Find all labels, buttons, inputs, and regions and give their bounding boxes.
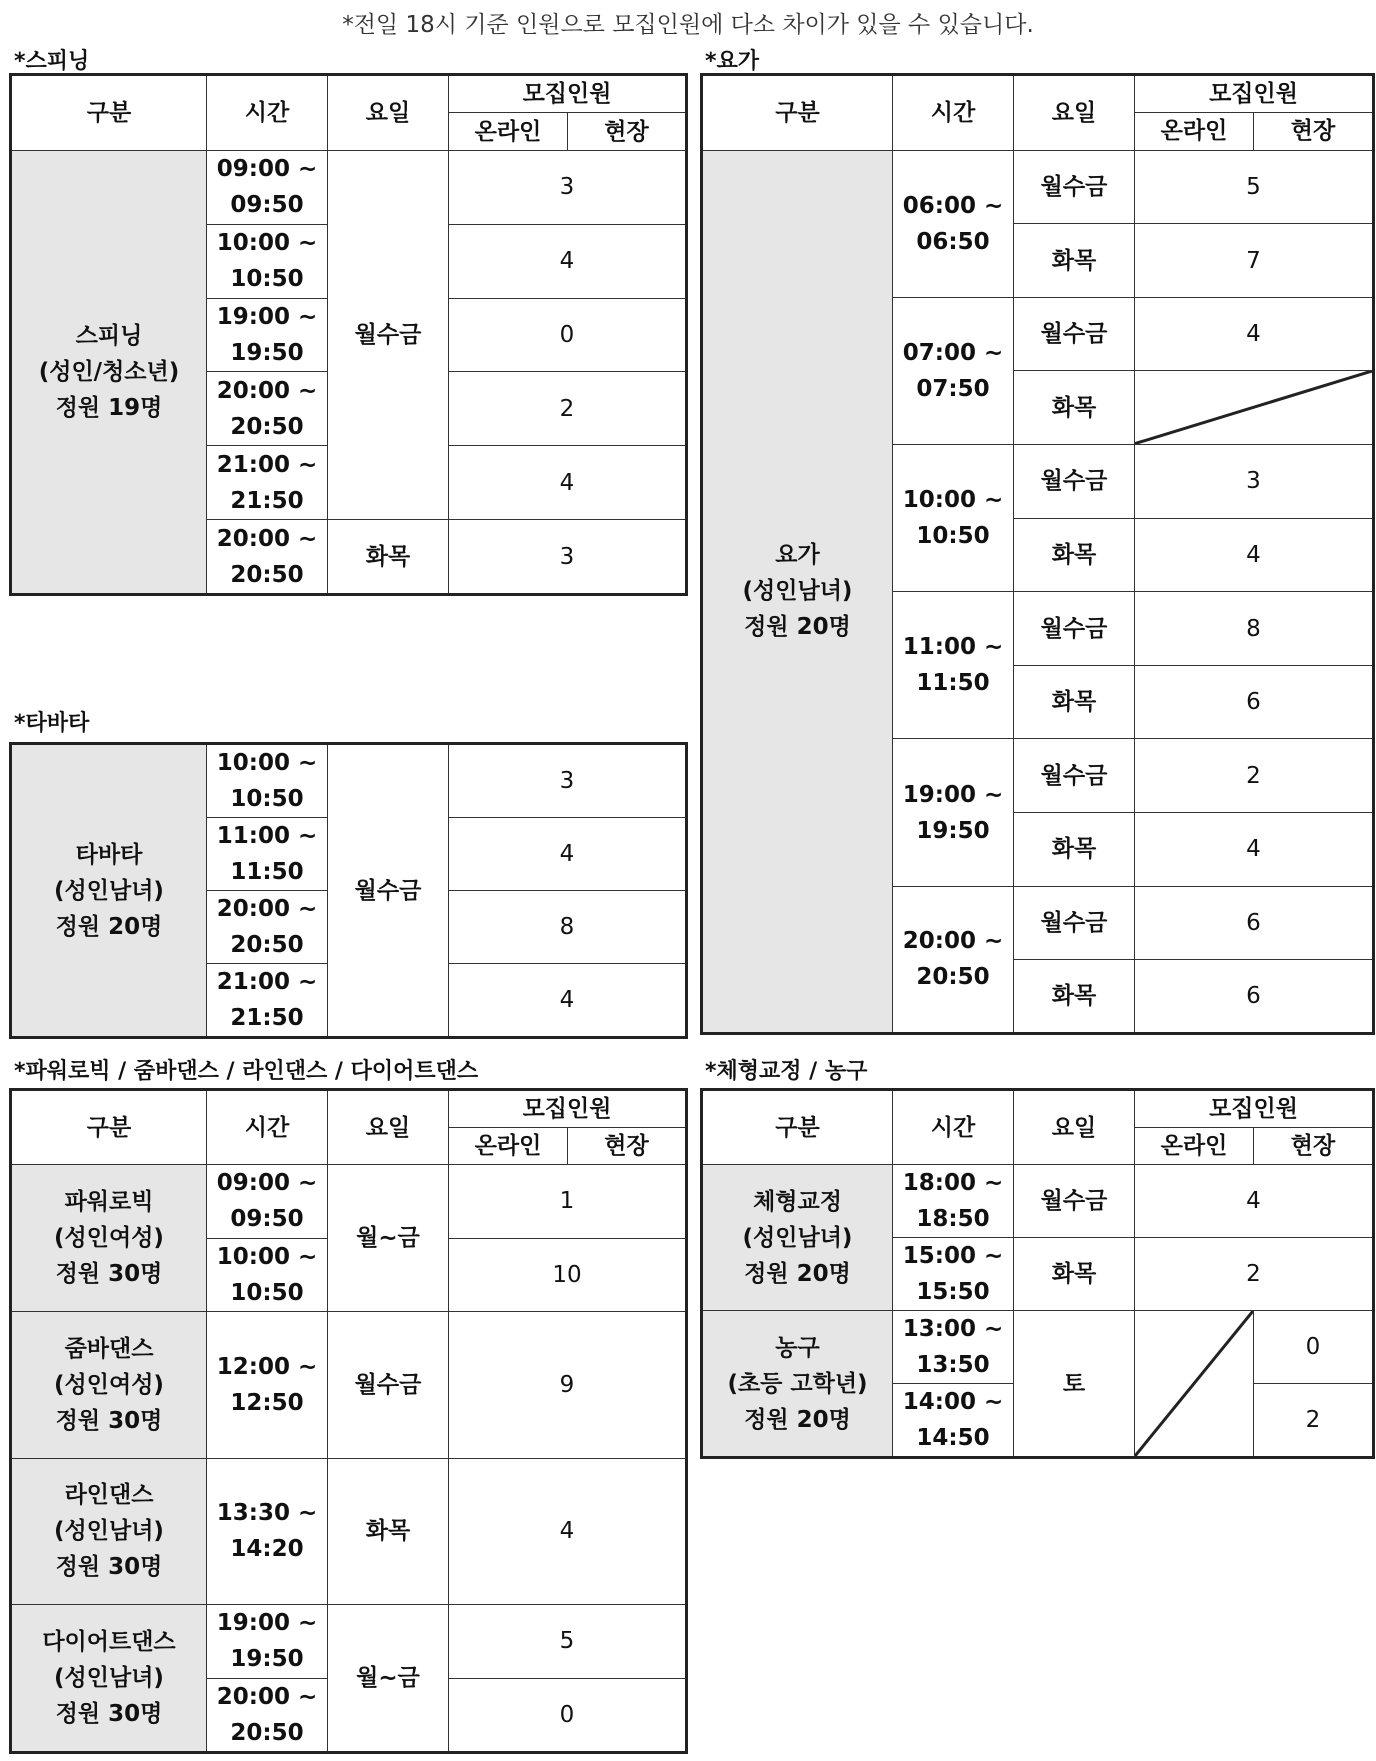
day-cell: 화목 xyxy=(1014,960,1135,1034)
count-cell: 2 xyxy=(449,372,687,446)
day-cell: 토 xyxy=(1014,1311,1135,1458)
count-cell: 5 xyxy=(1135,150,1374,224)
day-cell: 월수금 xyxy=(1014,1165,1135,1238)
category-cell xyxy=(11,1458,207,1605)
header-recruit: 모집인원 xyxy=(449,1090,687,1128)
time-start: 20:00 ~ xyxy=(216,1683,318,1710)
category-capacity: 정원 30명 xyxy=(55,1701,163,1728)
count-cell: 4 xyxy=(1135,1165,1374,1238)
time-start: 19:00 ~ xyxy=(902,781,1004,808)
category-name: 파워로빅 xyxy=(64,1189,154,1216)
count-cell: 2 xyxy=(1135,739,1374,813)
category-target: (성인여성) xyxy=(54,1225,164,1252)
time-cell xyxy=(207,891,328,964)
time-end: 20:50 xyxy=(230,1719,304,1746)
header-category: 구분 xyxy=(11,75,207,151)
time-start: 20:00 ~ xyxy=(216,896,318,922)
category-cell xyxy=(11,1605,207,1753)
time-cell xyxy=(207,1238,328,1311)
time-start: 13:00 ~ xyxy=(902,1316,1004,1342)
time-end: 11:50 xyxy=(230,859,304,885)
day-cell: 화목 xyxy=(1014,813,1135,887)
time-end: 09:50 xyxy=(230,192,304,219)
header-onsite: 현장 xyxy=(568,1128,687,1165)
header-onsite: 현장 xyxy=(568,113,687,150)
category-cell xyxy=(11,150,207,594)
time-cell xyxy=(893,297,1014,444)
category-capacity: 정원 30명 xyxy=(55,1554,163,1581)
day-cell: 월수금 xyxy=(328,1311,449,1458)
count-cell: 4 xyxy=(449,224,687,298)
day-cell: 월수금 xyxy=(1014,297,1135,371)
count-cell: 4 xyxy=(449,818,687,891)
time-start: 09:00 ~ xyxy=(216,156,318,183)
time-start: 10:00 ~ xyxy=(216,1243,318,1270)
header-online: 온라인 xyxy=(449,113,568,150)
category-target: (성인남녀) xyxy=(742,578,853,605)
category-target: (성인남녀) xyxy=(54,877,164,904)
time-end: 06:50 xyxy=(916,228,990,255)
time-start: 09:00 ~ xyxy=(216,1170,318,1197)
category-target: (성인남녀) xyxy=(742,1224,853,1251)
diagonal-slash-icon xyxy=(1135,371,1372,444)
section-title-dance: *파워로빅 / 줌바댄스 / 라인댄스 / 다이어트댄스 xyxy=(14,1059,479,1084)
time-end: 14:50 xyxy=(916,1425,990,1451)
day-cell: 월수금 xyxy=(1014,445,1135,519)
count-cell: 4 xyxy=(449,964,687,1038)
count-cell: 0 xyxy=(449,1678,687,1752)
section-title-yoga: *요가 xyxy=(705,49,760,74)
time-end: 14:20 xyxy=(230,1536,304,1563)
count-cell: 4 xyxy=(449,446,687,520)
time-end: 20:50 xyxy=(230,561,304,588)
header-category: 구분 xyxy=(11,1090,207,1165)
category-capacity: 정원 30명 xyxy=(55,1261,163,1288)
section-title-tabata: *타바타 xyxy=(14,711,90,736)
spinning-table xyxy=(9,73,688,596)
count-cell: 6 xyxy=(1135,665,1374,739)
header-onsite: 현장 xyxy=(1254,113,1374,150)
time-end: 07:50 xyxy=(916,375,990,402)
category-cell xyxy=(702,1165,893,1311)
header-day: 요일 xyxy=(328,75,449,151)
day-cell: 화목 xyxy=(1014,518,1135,592)
day-cell: 월수금 xyxy=(1014,150,1135,224)
time-end: 10:50 xyxy=(230,266,304,293)
category-name: 요가 xyxy=(775,542,820,569)
section-title-posture: *체형교정 / 농구 xyxy=(705,1059,868,1084)
day-cell: 화목 xyxy=(1014,224,1135,298)
time-cell xyxy=(207,298,328,372)
time-start: 20:00 ~ xyxy=(216,377,318,404)
time-end: 10:50 xyxy=(916,523,990,550)
category-cell xyxy=(11,1311,207,1458)
count-cell: 0 xyxy=(449,298,687,372)
time-start: 07:00 ~ xyxy=(902,339,1004,366)
count-cell: 3 xyxy=(1135,445,1374,519)
day-cell: 월수금 xyxy=(1014,886,1135,960)
count-cell: 1 xyxy=(449,1165,687,1238)
time-cell xyxy=(893,445,1014,592)
time-cell xyxy=(207,224,328,298)
time-end: 18:50 xyxy=(916,1206,990,1232)
header-onsite: 현장 xyxy=(1254,1128,1374,1165)
category-capacity: 정원 20명 xyxy=(744,1406,851,1433)
time-start: 13:30 ~ xyxy=(216,1500,318,1527)
count-cell: 2 xyxy=(1135,1238,1374,1311)
header-recruit: 모집인원 xyxy=(1135,75,1374,113)
day-cell: 화목 xyxy=(328,520,449,595)
header-time: 시간 xyxy=(893,1090,1014,1165)
time-cell xyxy=(207,818,328,891)
header-time: 시간 xyxy=(207,1090,328,1165)
time-end: 19:50 xyxy=(230,1646,304,1673)
header-day: 요일 xyxy=(1014,1090,1135,1165)
dance-table xyxy=(9,1088,688,1754)
time-start: 21:00 ~ xyxy=(216,969,318,995)
category-name: 타바타 xyxy=(75,841,143,868)
time-start: 10:00 ~ xyxy=(216,230,318,257)
category-cell xyxy=(702,150,893,1033)
category-capacity: 정원 20명 xyxy=(55,913,163,940)
category-target: (성인남녀) xyxy=(54,1518,164,1545)
header-day: 요일 xyxy=(1014,75,1135,151)
time-cell xyxy=(207,446,328,520)
time-cell xyxy=(893,1311,1014,1384)
day-cell: 화목 xyxy=(328,1458,449,1605)
time-end: 19:50 xyxy=(230,339,304,366)
category-name: 라인댄스 xyxy=(64,1482,154,1509)
header-day: 요일 xyxy=(328,1090,449,1165)
header-online: 온라인 xyxy=(449,1128,568,1165)
time-start: 18:00 ~ xyxy=(902,1170,1004,1196)
time-cell xyxy=(207,372,328,446)
time-start: 10:00 ~ xyxy=(902,487,1004,514)
time-cell xyxy=(207,964,328,1038)
tabata-table xyxy=(9,742,688,1039)
time-end: 20:50 xyxy=(916,964,990,991)
time-cell xyxy=(893,1384,1014,1458)
count-cell: 8 xyxy=(449,891,687,964)
day-cell: 화목 xyxy=(1014,665,1135,739)
time-start: 20:00 ~ xyxy=(902,928,1004,955)
time-cell xyxy=(207,150,328,224)
category-name: 농구 xyxy=(775,1334,820,1361)
day-cell: 월~금 xyxy=(328,1165,449,1312)
time-start: 12:00 ~ xyxy=(216,1353,318,1380)
time-end: 10:50 xyxy=(230,786,304,812)
time-end: 11:50 xyxy=(916,670,990,697)
count-cell: 8 xyxy=(1135,592,1374,666)
count-cell: 4 xyxy=(1135,813,1374,887)
time-start: 20:00 ~ xyxy=(216,525,318,552)
time-end: 15:50 xyxy=(916,1279,990,1305)
category-target: (초등 고학년) xyxy=(727,1370,868,1397)
category-cell xyxy=(11,744,207,1038)
notice-text: *전일 18시 기준 인원으로 모집인원에 다소 차이가 있을 수 있습니다. xyxy=(342,12,1034,38)
category-capacity: 정원 20명 xyxy=(744,1260,851,1287)
onsite-count-cell: 0 xyxy=(1254,1311,1374,1384)
posture-table xyxy=(700,1088,1375,1459)
day-cell: 월수금 xyxy=(1014,739,1135,813)
time-end: 19:50 xyxy=(916,817,990,844)
time-cell xyxy=(893,886,1014,1033)
category-name: 체형교정 xyxy=(753,1188,842,1215)
diagonal-slash-icon xyxy=(1135,1311,1253,1456)
online-not-offered-cell xyxy=(1135,1311,1254,1458)
time-end: 12:50 xyxy=(230,1389,304,1416)
time-start: 10:00 ~ xyxy=(216,750,318,776)
count-cell: 3 xyxy=(449,520,687,595)
day-cell: 화목 xyxy=(1014,371,1135,445)
count-cell: 4 xyxy=(449,1458,687,1605)
day-cell: 월수금 xyxy=(328,150,449,519)
count-cell: 10 xyxy=(449,1238,687,1311)
count-cell: 5 xyxy=(449,1605,687,1678)
count-cell: 4 xyxy=(1135,297,1374,371)
category-target: (성인/청소년) xyxy=(38,358,180,385)
time-end: 09:50 xyxy=(230,1206,304,1233)
category-capacity: 정원 20명 xyxy=(744,614,851,641)
header-online: 온라인 xyxy=(1135,1128,1254,1165)
time-cell xyxy=(207,1311,328,1458)
category-name: 다이어트댄스 xyxy=(42,1629,176,1656)
day-cell: 월수금 xyxy=(328,744,449,1038)
category-target: (성인남녀) xyxy=(54,1665,164,1692)
time-end: 10:50 xyxy=(230,1279,304,1306)
time-cell xyxy=(893,592,1014,739)
day-cell: 화목 xyxy=(1014,1238,1135,1311)
time-cell xyxy=(893,150,1014,297)
header-time: 시간 xyxy=(207,75,328,151)
count-cell: 3 xyxy=(449,744,687,818)
time-start: 11:00 ~ xyxy=(902,634,1004,661)
not-offered-cell xyxy=(1135,371,1374,445)
count-cell: 9 xyxy=(449,1311,687,1458)
time-cell xyxy=(207,1605,328,1678)
time-end: 20:50 xyxy=(230,932,304,958)
category-capacity: 정원 19명 xyxy=(55,394,163,421)
section-title-spinning: *스피닝 xyxy=(14,49,90,74)
category-target: (성인여성) xyxy=(54,1371,164,1398)
time-cell xyxy=(207,1678,328,1752)
time-cell xyxy=(207,744,328,818)
category-cell xyxy=(11,1165,207,1312)
onsite-count-cell: 2 xyxy=(1254,1384,1374,1458)
time-cell xyxy=(207,1165,328,1238)
category-cell xyxy=(702,1311,893,1458)
time-cell xyxy=(207,1458,328,1605)
time-cell xyxy=(893,739,1014,886)
time-start: 19:00 ~ xyxy=(216,1610,318,1637)
time-end: 13:50 xyxy=(916,1352,990,1378)
time-start: 15:00 ~ xyxy=(902,1243,1004,1269)
category-name: 줌바댄스 xyxy=(64,1335,154,1362)
time-cell xyxy=(207,520,328,595)
time-end: 21:50 xyxy=(230,1005,304,1031)
time-cell xyxy=(893,1165,1014,1238)
count-cell: 6 xyxy=(1135,886,1374,960)
time-cell xyxy=(893,1238,1014,1311)
header-category: 구분 xyxy=(702,75,893,151)
time-start: 21:00 ~ xyxy=(216,451,318,478)
count-cell: 6 xyxy=(1135,960,1374,1034)
header-time: 시간 xyxy=(893,75,1014,151)
time-end: 20:50 xyxy=(230,413,304,440)
header-recruit: 모집인원 xyxy=(1135,1090,1374,1128)
count-cell: 4 xyxy=(1135,518,1374,592)
header-online: 온라인 xyxy=(1135,113,1254,150)
category-name: 스피닝 xyxy=(75,322,143,349)
count-cell: 7 xyxy=(1135,224,1374,298)
time-start: 06:00 ~ xyxy=(902,192,1004,219)
yoga-table xyxy=(700,73,1375,1035)
count-cell: 3 xyxy=(449,150,687,224)
header-category: 구분 xyxy=(702,1090,893,1165)
time-start: 19:00 ~ xyxy=(216,303,318,330)
time-start: 11:00 ~ xyxy=(216,823,318,849)
time-end: 21:50 xyxy=(230,487,304,514)
day-cell: 월~금 xyxy=(328,1605,449,1753)
category-capacity: 정원 30명 xyxy=(55,1407,163,1434)
header-recruit: 모집인원 xyxy=(449,75,687,113)
day-cell: 월수금 xyxy=(1014,592,1135,666)
time-start: 14:00 ~ xyxy=(902,1389,1004,1415)
